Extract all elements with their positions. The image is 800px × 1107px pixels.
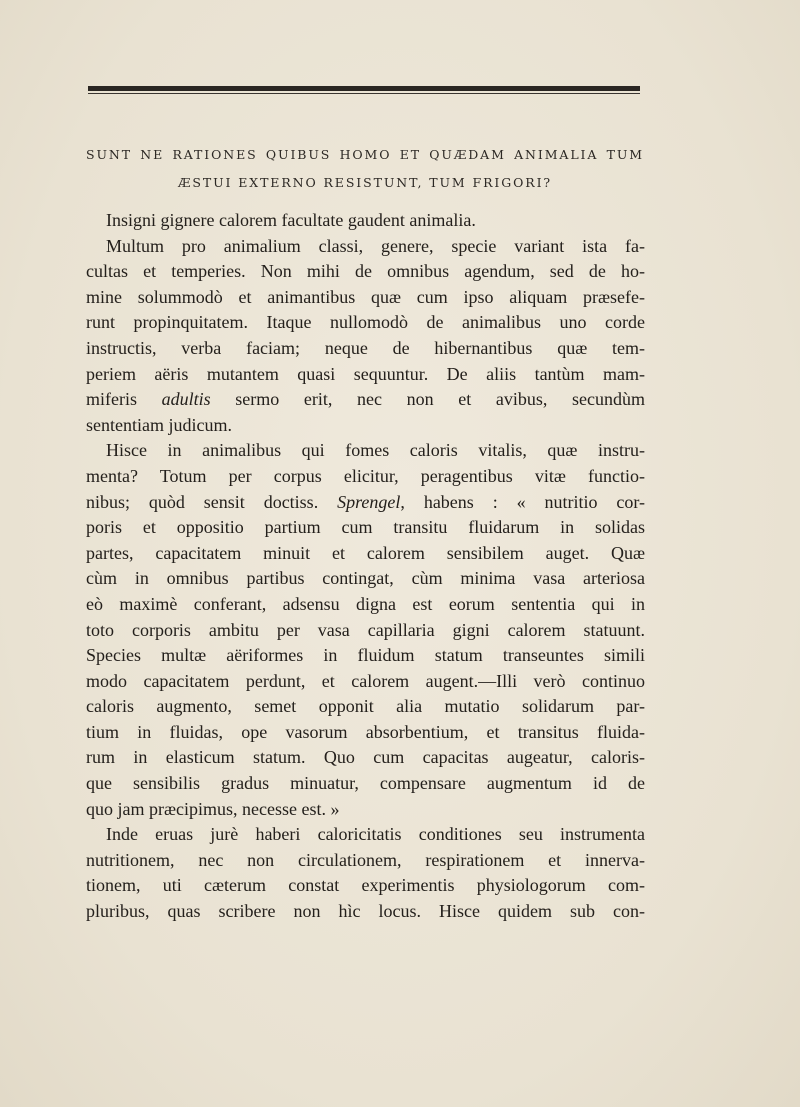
text-segment: sermo erit, nec non et avibus, secundùm — [210, 389, 645, 410]
heading-line-1: SUNT NE RATIONES QUIBUS HOMO ET QUÆDAM ANIMALIA TUM — [86, 147, 644, 162]
text-line: Species multæ aëriformes in fluidum statum transeuntes simili — [86, 645, 645, 666]
text-segment: nibus; quòd sensit doctiss. — [86, 491, 338, 512]
text-line: modo capacitatem perdunt, et calorem augent.—Illi verò continuo — [86, 670, 645, 691]
italic-term: adultis — [161, 389, 211, 410]
text-line: instructis, verba faciam; neque de hibernantibus quæ tem- — [86, 337, 645, 358]
text-line: que sensibilis gradus minuatur, compensare augmentum id de — [86, 773, 645, 794]
text-segment: , habens : « nutritio cor- — [400, 491, 645, 512]
text-line: Hisce in animalibus qui fomes caloris vitalis, quæ instru- — [106, 440, 645, 461]
text-line: nutritionem, nec non circulationem, respirationem et innerva- — [86, 849, 645, 870]
section-heading — [86, 141, 644, 197]
text-line: caloris augmento, semet opponit alia mutatio solidarum par- — [86, 696, 645, 717]
heading-line-2: ÆSTUI EXTERNO RESISTUNT, TUM FRIGORI? — [177, 175, 553, 190]
text-line: eò maximè conferant, adsensu digna est eorum sententia qui in — [86, 593, 645, 614]
text-line: cultas et temperies. Non mihi de omnibus agendum, sed de ho- — [86, 261, 645, 282]
text-line: cùm in omnibus partibus contingat, cùm minima vasa arteriosa — [86, 568, 645, 589]
text-line — [86, 490, 645, 516]
text-line: tium in fluidas, ope vasorum absorbentium, et transitus fluida- — [86, 721, 645, 742]
header-rule-thin — [88, 93, 640, 94]
header-rule — [88, 86, 640, 94]
text-segment: miferis — [86, 389, 162, 410]
text-line: runt propinquitatem. Itaque nullomodò de animalibus uno corde — [86, 312, 645, 333]
header-rule-thick — [88, 86, 640, 91]
text-line: partes, capacitatem minuit et calorem sensibilem auget. Quæ — [86, 542, 645, 563]
text-line: poris et oppositio partium cum transitu fluidarum in solidas — [86, 517, 645, 538]
body-text — [86, 208, 645, 925]
text-line: Inde eruas jurè haberi caloricitatis conditiones seu instrumenta — [106, 824, 645, 845]
text-line: Multum pro animalium classi, genere, specie variant ista fa- — [106, 235, 645, 256]
italic-term: Sprengel — [337, 491, 401, 512]
text-line: periem aëris mutantem quasi sequuntur. De aliis tantùm mam- — [86, 363, 645, 384]
text-line: mine solummodò et animantibus quæ cum ipso aliquam præsefe- — [86, 286, 645, 307]
text-line: Insigni gignere calorem facultate gaudent animalia. — [106, 210, 476, 230]
text-line: menta? Totum per corpus elicitur, peragentibus vitæ functio- — [86, 465, 645, 486]
text-line: tionem, uti cæterum constat experimentis physiologorum com- — [86, 875, 645, 896]
text-line: toto corporis ambitu per vasa capillaria gigni calorem statuunt. — [86, 619, 645, 640]
text-line: pluribus, quas scribere non hìc locus. Hisce quidem sub con- — [86, 901, 645, 922]
text-line: sententiam judicum. — [86, 414, 232, 435]
text-line: rum in elasticum statum. Quo cum capacitas augeatur, caloris- — [86, 747, 645, 768]
text-line: quo jam præcipimus, necesse est. » — [86, 798, 340, 819]
text-line — [86, 387, 645, 413]
